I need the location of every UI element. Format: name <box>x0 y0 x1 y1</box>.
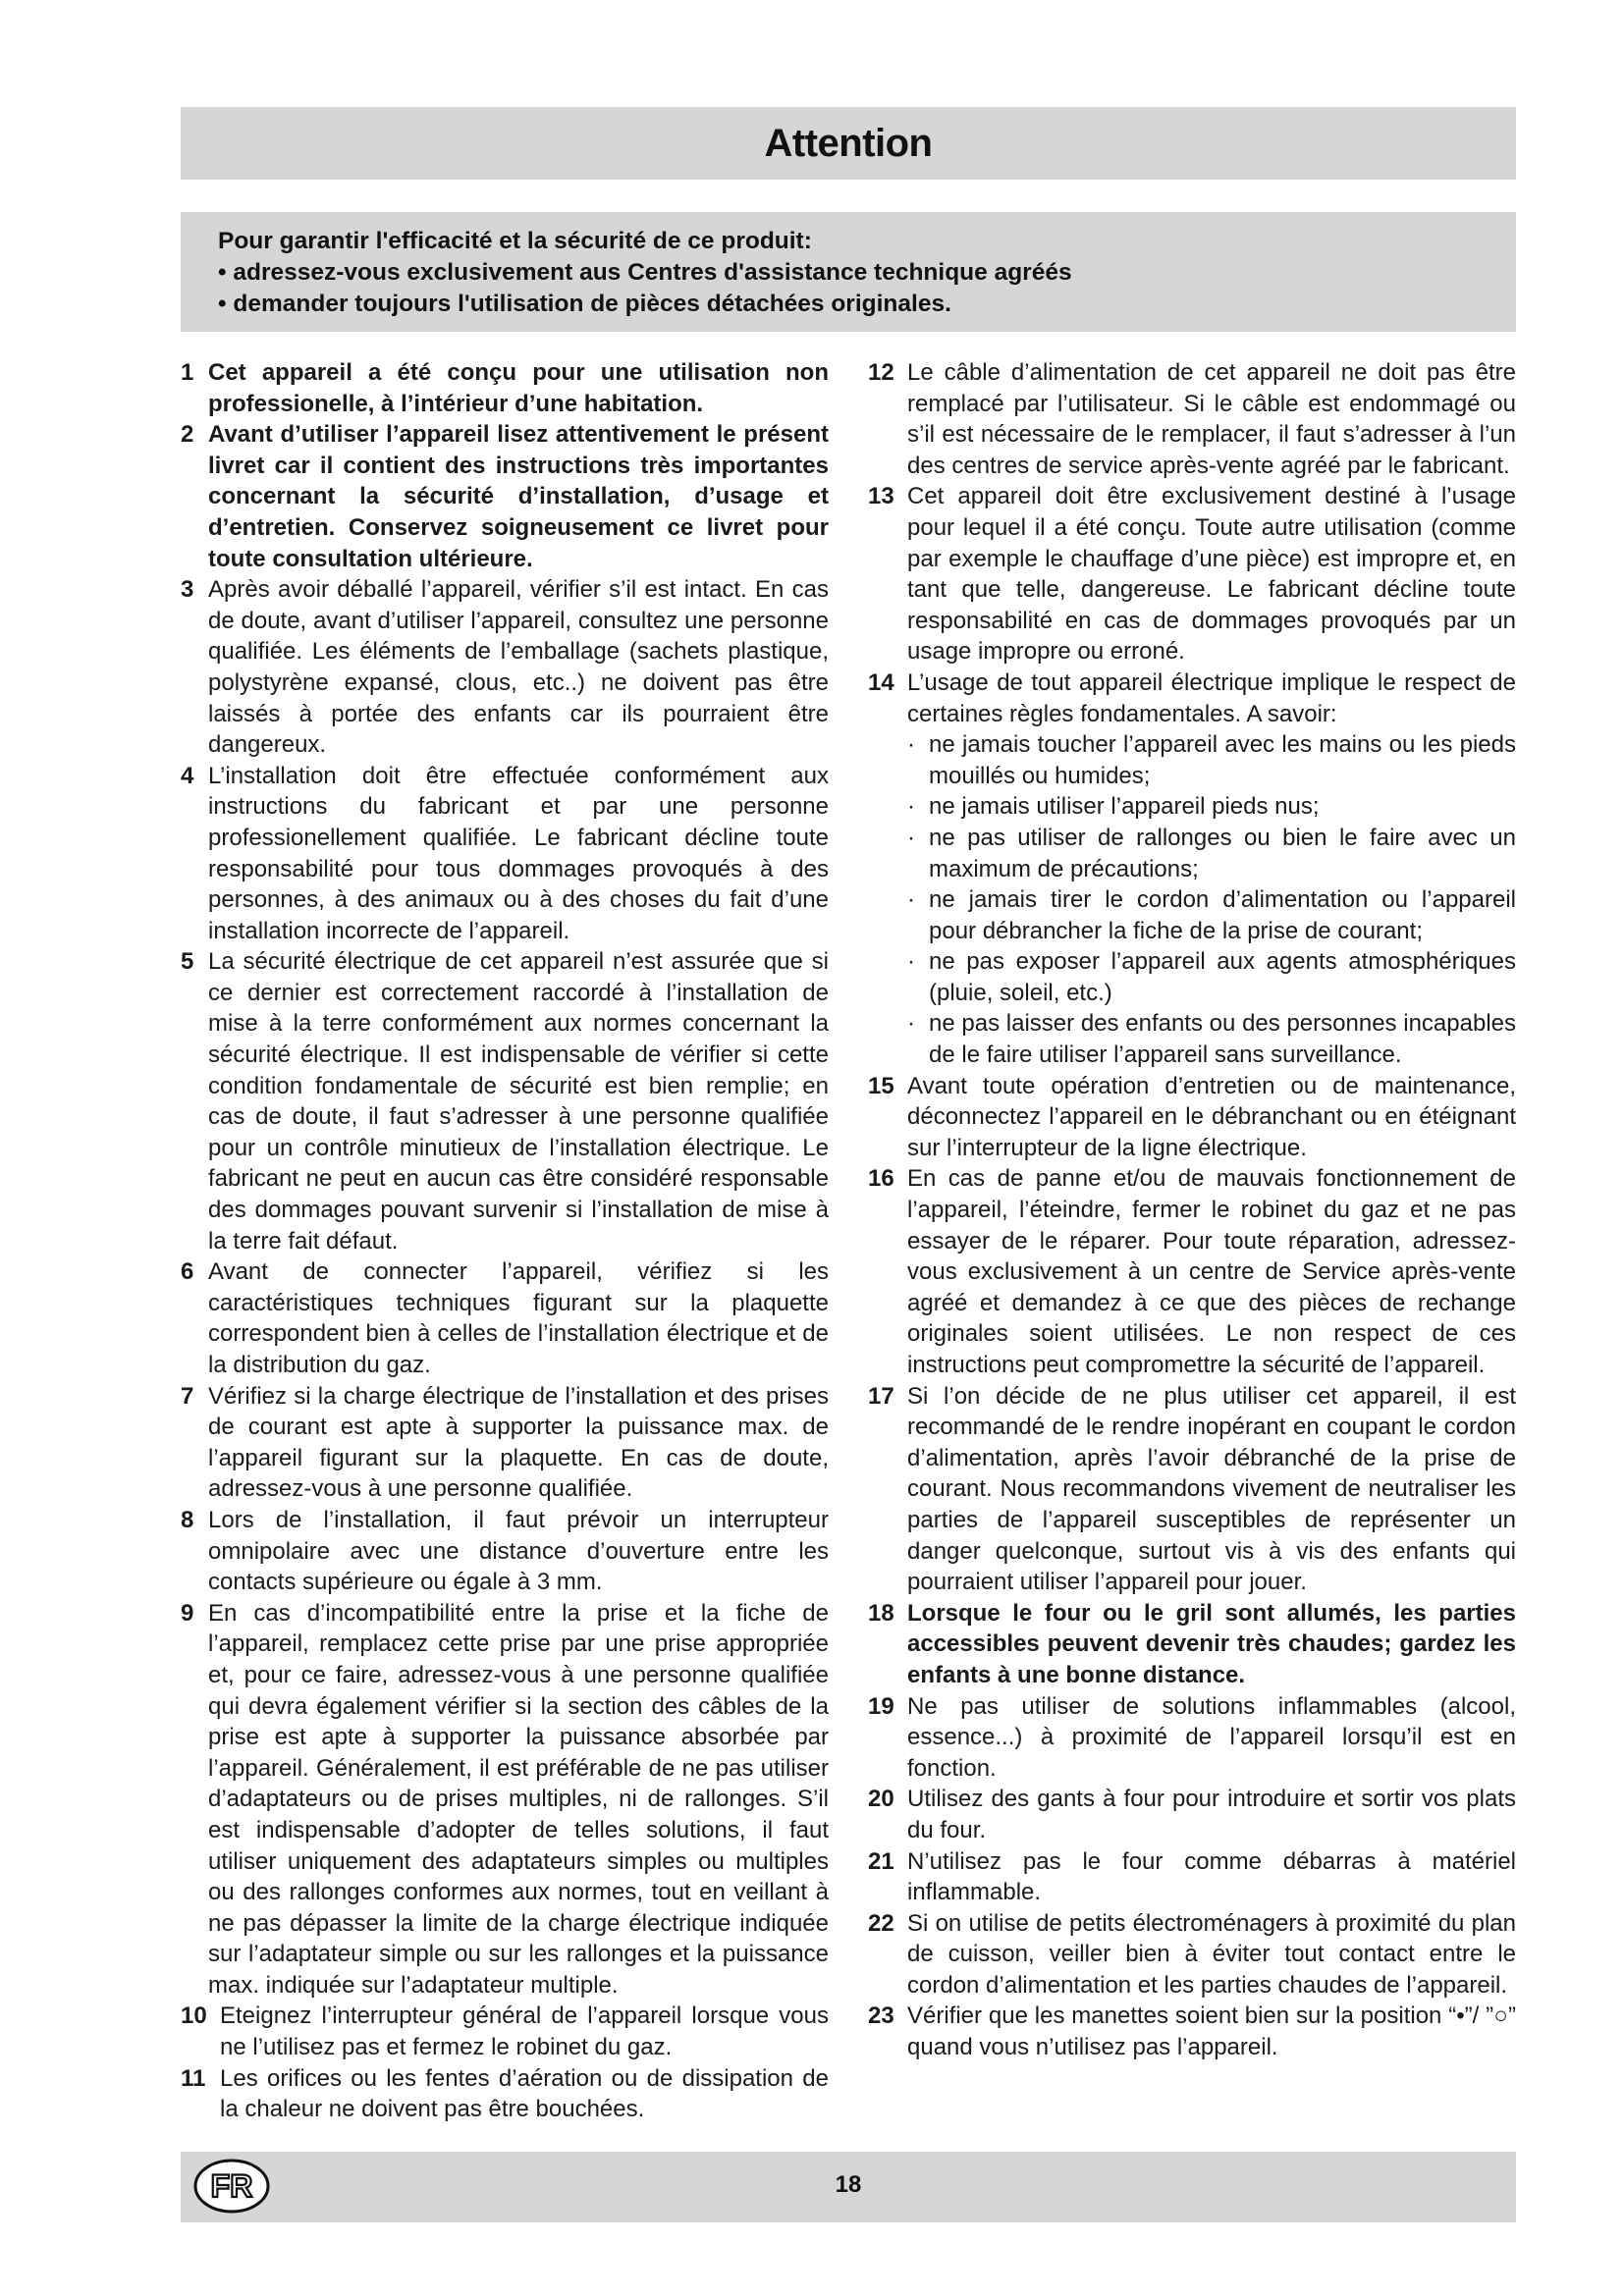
list-item <box>181 1598 829 2002</box>
bullet-dot: · <box>907 793 915 821</box>
item-number: 22 <box>868 1909 894 1937</box>
list-item <box>181 1256 829 1380</box>
notice-line-2: • adressez-vous exclusivement aus Centres d'assistance technique agréés <box>218 259 1072 286</box>
item-text: Utilisez des gants à four pour introduire et sortir vos plats du four. <box>907 1786 1516 1843</box>
notice-box <box>181 212 1516 332</box>
right-column <box>868 357 1516 2063</box>
item-number: 10 <box>181 2002 207 2030</box>
item-text: L’usage de tout appareil électrique implique le respect de certaines règles fondamentales. A savoir: <box>907 668 1516 727</box>
page-number: 18 <box>835 2171 862 2198</box>
list-item <box>868 667 1516 729</box>
item-number: 1 <box>181 359 194 386</box>
item-text: N’utilisez pas le four comme débarras à matériel inflammable. <box>907 1847 1516 1906</box>
list-item <box>181 2001 829 2062</box>
item-number: 9 <box>181 1599 194 1627</box>
item-text: L’installation doit être effectuée conformément aux instructions du fabricant et par une personne professionellement qualifiée. Le fabricant décline toute responsabilité pour tous dommages provoqués à des personnes, à des animaux ou à des choses du fait d’une installation incorrecte de l’appareil. <box>208 762 829 944</box>
list-item <box>868 1691 1516 1785</box>
item-text: Le câble d’alimentation de cet appareil ne doit pas être remplacé par l’utilisateur. Si le câble est endommagé ou s’il est nécessaire de le remplacer, il faut s’adresser à l’un des centres de service après-vente agréé par le fabricant. <box>907 359 1516 479</box>
item-text: Après avoir déballé l’appareil, vérifier s’il est intact. En cas de doute, avant d’utiliser l’appareil, consultez une personne qualifiée. Les éléments de l’emballage (sachets plastique, polystyrène expansé, clous, etc..) ne doivent pas être laissés à portée des enfants car ils pourraient être dangereux. <box>208 576 829 759</box>
bullet-item <box>907 884 1516 946</box>
bullet-text: ne jamais utiliser l’appareil pieds nus; <box>929 793 1320 821</box>
item-number: 23 <box>868 2002 894 2030</box>
item-number: 3 <box>181 576 194 604</box>
list-item <box>181 946 829 1256</box>
title-bar <box>181 107 1516 180</box>
list-item <box>868 1846 1516 1908</box>
item-number: 8 <box>181 1506 194 1533</box>
page-title: Attention <box>764 121 933 165</box>
item-number: 15 <box>868 1072 894 1099</box>
list-item <box>181 1505 829 1598</box>
item-number: 13 <box>868 483 894 510</box>
bullet-text: ne jamais toucher l’appareil avec les mains ou les pieds mouillés ou humides; <box>929 731 1516 789</box>
item-number: 17 <box>868 1382 894 1410</box>
item-number: 20 <box>868 1786 894 1813</box>
bullet-item <box>907 946 1516 1008</box>
list-item <box>868 1071 1516 1164</box>
bullet-dot: · <box>907 824 915 851</box>
item-text: Vérifier que les manettes soient bien sur la position “•”/ ”○” quand vous n’utilisez pas l’appareil. <box>907 2002 1516 2061</box>
item-text: Avant de connecter l’appareil, vérifiez si les caractéristiques techniques figurant sur la plaquette correspondent bien à celles de l’installation électrique et de la distribution du gaz. <box>208 1258 829 1378</box>
list-item <box>181 761 829 947</box>
bullet-item <box>907 791 1516 823</box>
notice-line-1: Pour garantir l'efficacité et la sécurité de ce produit: <box>218 228 812 254</box>
item-text: Avant toute opération d’entretien ou de maintenance, déconnectez l’appareil en le débranchant ou en étéignant sur l’interrupteur de la ligne électrique. <box>907 1072 1516 1161</box>
language-badge-text: FR <box>210 2168 253 2204</box>
list-item <box>868 1163 1516 1380</box>
list-item <box>181 357 829 419</box>
bullet-text: ne pas exposer l’appareil aux agents atmosphériques (pluie, soleil, etc.) <box>929 948 1516 1006</box>
item-number: 4 <box>181 762 194 789</box>
item-text: Les orifices ou les fentes d’aération ou de dissipation de la chaleur ne doivent pas être bouchées. <box>220 2064 829 2123</box>
item-number: 16 <box>868 1165 894 1193</box>
list-item <box>181 574 829 761</box>
item-number: 19 <box>868 1692 894 1720</box>
list-item <box>868 2001 1516 2062</box>
bullet-dot: · <box>907 948 915 976</box>
item-number: 6 <box>181 1258 194 1286</box>
list-item <box>868 1784 1516 1845</box>
bullet-dot: · <box>907 731 915 759</box>
item-number: 5 <box>181 948 194 976</box>
item-text: Avant d’utiliser l’appareil lisez attentivement le présent livret car il contient des instructions très importantes concernant la sécurité d’installation, d’usage et d’entretien. Conservez soigneusement ce livret pour toute consultation ultérieure. <box>208 421 829 572</box>
list-item <box>181 2063 829 2125</box>
list-item <box>868 1598 1516 1691</box>
item-number: 2 <box>181 421 194 449</box>
item-text: Ne pas utiliser de solutions inflammables (alcool, essence...) à proximité de l’appareil lorsqu’il est en fonction. <box>907 1692 1516 1782</box>
footer-bar <box>181 2152 1516 2222</box>
item-text: Eteignez l’interrupteur général de l’appareil lorsque vous ne l’utilisez pas et fermez le robinet du gaz. <box>220 2002 829 2061</box>
notice-line-3: • demander toujours l'utilisation de pièces détachées originales. <box>218 291 951 317</box>
bullet-item <box>907 729 1516 791</box>
item-text: Lorsque le four ou le gril sont allumés, les parties accessibles peuvent devenir très chaudes; gardez les enfants à une bonne distance. <box>907 1599 1516 1688</box>
list-item <box>868 481 1516 667</box>
item-text: Si l’on décide de ne plus utiliser cet appareil, il est recommandé de le rendre inopérant en coupant le cordon d’alimentation, après l’avoir débranché de la prise de courant. Nous recommandons vivement de neutraliser les parties de l’appareil susceptibles de représenter un danger quelconque, surtout vis à vis des enfants qui pourraient utiliser l’appareil pour jouer. <box>907 1382 1516 1596</box>
item-text: Si on utilise de petits électroménagers à proximité du plan de cuisson, veiller bien à éviter tout contact entre le cordon d’alimentation et les parties chaudes de l’appareil. <box>907 1909 1516 1999</box>
list-item <box>181 1381 829 1505</box>
bullet-dot: · <box>907 1010 915 1038</box>
item-number: 18 <box>868 1599 894 1627</box>
bullet-item <box>907 823 1516 884</box>
item-number: 11 <box>181 2064 206 2092</box>
item-text: En cas d’incompatibilité entre la prise et la fiche de l’appareil, remplacez cette prise par une prise appropriée et, pour ce faire, adressez-vous à une personne qualifiée qui devra également vérifier si la section des câbles de la prise est apte à supporter la puissance absorbée par l’appareil. Généralement, il est préférable de ne pas utiliser d’adaptateurs ou de prises multiples, ni de rallonges. S’il est indispensable d’adopter de telles solutions, il faut utiliser uniquement des adaptateurs simples ou multiples ou des rallonges conformes aux normes, tout en veillant à ne pas dépasser la limite de la charge électrique indiquée sur l’adaptateur simple ou sur les rallonges et la puissance max. indiquée sur l’adaptateur multiple. <box>208 1599 829 1999</box>
item-text: Vérifiez si la charge électrique de l’installation et des prises de courant est apte à supporter la puissance max. de l’appareil figurant sur la plaquette. En cas de doute, adressez-vous à une personne qualifiée. <box>208 1382 829 1503</box>
list-item <box>181 419 829 574</box>
list-item <box>868 1381 1516 1598</box>
bullet-item <box>907 1008 1516 1070</box>
safety-rules-list <box>907 729 1516 1071</box>
bullet-text: ne jamais tirer le cordon d’alimentation ou l’appareil pour débrancher la fiche de la prise de courant; <box>929 886 1516 944</box>
item-text: La sécurité électrique de cet appareil n’est assurée que si ce dernier est correctement raccordé à l’installation de mise à la terre conformément aux normes concernant la sécurité électrique. Il est indispensable de vérifier si cette condition fondamentale de sécurité est bien remplie; en cas de doute, il faut s’adresser à une personne qualifiée pour un contrôle minutieux de l’installation électrique. Le fabricant ne peut en aucun cas être considéré responsable des dommages pouvant survenir si l’installation de mise à la terre fait défaut. <box>208 948 829 1255</box>
list-item <box>868 1908 1516 2002</box>
item-number: 12 <box>868 359 894 386</box>
item-number: 7 <box>181 1382 194 1410</box>
bullet-dot: · <box>907 886 915 914</box>
item-text: Cet appareil doit être exclusivement destiné à l’usage pour lequel il a été conçu. Toute autre utilisation (comme par exemple le chauffage d’une pièce) est impropre et, en tant que telle, dangereuse. Le fabricant décline toute responsabilité en cas de dommages provoqués par un usage impropre ou erroné. <box>907 483 1516 666</box>
item-number: 14 <box>868 668 894 696</box>
item-text: En cas de panne et/ou de mauvais fonctionnement de l’appareil, l’éteindre, fermer le robinet du gaz et ne pas essayer de le réparer. Pour toute réparation, adressez-vous exclusivement à un centre de Service après-vente agréé et demandez à ce que des pièces de rechange originales soient utilisées. Le non respect de ces instructions peut compromettre la sécurité de l’appareil. <box>907 1165 1516 1378</box>
list-item <box>868 357 1516 481</box>
bullet-text: ne pas laisser des enfants ou des personnes incapables de le faire utiliser l’appareil sans surveillance. <box>929 1010 1516 1069</box>
left-column <box>181 357 829 2125</box>
bullet-text: ne pas utiliser de rallonges ou bien le faire avec un maximum de précautions; <box>929 824 1516 882</box>
item-text: Lors de l’installation, il faut prévoir un interrupteur omnipolaire avec une distance d’ouverture entre les contacts supérieure ou égale à 3 mm. <box>208 1506 829 1596</box>
item-text: Cet appareil a été conçu pour une utilisation non professionelle, à l’intérieur d’une habitation. <box>208 359 829 417</box>
item-number: 21 <box>868 1847 894 1875</box>
